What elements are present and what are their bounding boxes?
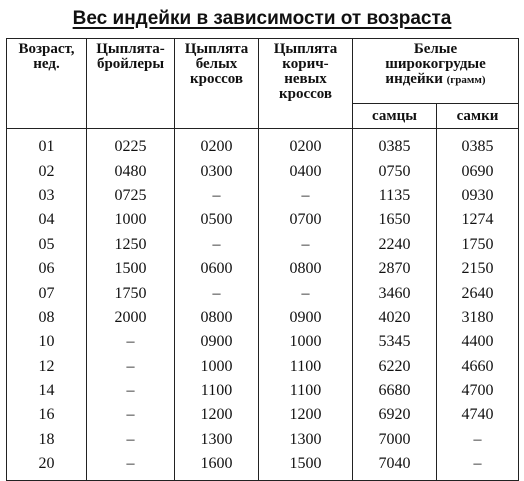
cell-white-crosses: – [175,184,259,208]
table-row [7,355,519,379]
cell-broilers: – [87,330,175,354]
cell-broilers: – [87,379,175,403]
cell-females: 2640 [437,281,519,305]
cell-brown-crosses: 0200 [259,129,353,160]
cell-females: 1274 [437,208,519,232]
cell-white-crosses: 1100 [175,379,259,403]
cell-males: 7000 [353,428,437,452]
cell-females: – [437,452,519,481]
cell-brown-crosses: 1100 [259,355,353,379]
cell-brown-crosses: 1500 [259,452,353,481]
cell-broilers: – [87,452,175,481]
table-body [7,129,519,481]
cell-age: 07 [7,281,87,305]
cell-white-crosses: 1300 [175,428,259,452]
cell-broilers: 0725 [87,184,175,208]
header-age: Возраст, нед. [7,39,87,129]
cell-females: 2150 [437,257,519,281]
cell-age: 20 [7,452,87,481]
table-row [7,403,519,427]
cell-males: 3460 [353,281,437,305]
cell-age: 14 [7,379,87,403]
cell-males: 1135 [353,184,437,208]
cell-broilers: – [87,355,175,379]
header-turkeys: Белые широкогрудые индейки (грамм) [353,39,519,104]
table-row [7,330,519,354]
header-males: самцы [353,104,437,129]
cell-broilers: 0480 [87,159,175,183]
cell-age: 01 [7,129,87,160]
cell-white-crosses: 0500 [175,208,259,232]
cell-males: 1650 [353,208,437,232]
cell-age: 18 [7,428,87,452]
cell-age: 12 [7,355,87,379]
cell-white-crosses: 0200 [175,129,259,160]
cell-white-crosses: 1200 [175,403,259,427]
cell-males: 4020 [353,306,437,330]
cell-broilers: 1750 [87,281,175,305]
cell-white-crosses: 0600 [175,257,259,281]
cell-brown-crosses: 1000 [259,330,353,354]
cell-brown-crosses: 0800 [259,257,353,281]
table-row [7,257,519,281]
table-row [7,129,519,160]
cell-brown-crosses: 1100 [259,379,353,403]
table-row [7,306,519,330]
header-brown-crosses: Цыплята корич- невых кроссов [259,39,353,129]
cell-white-crosses: – [175,281,259,305]
cell-brown-crosses: 1200 [259,403,353,427]
cell-males: 6920 [353,403,437,427]
cell-broilers: 0225 [87,129,175,160]
cell-age: 05 [7,233,87,257]
table-row [7,159,519,183]
cell-white-crosses: 0900 [175,330,259,354]
table-row [7,184,519,208]
cell-brown-crosses: – [259,233,353,257]
cell-females: 4660 [437,355,519,379]
cell-age: 06 [7,257,87,281]
cell-brown-crosses: – [259,184,353,208]
cell-females: 0690 [437,159,519,183]
cell-brown-crosses: 0700 [259,208,353,232]
cell-age: 04 [7,208,87,232]
cell-age: 02 [7,159,87,183]
table-row [7,233,519,257]
page-title: Вес индейки в зависимости от возраста [72,8,452,29]
cell-females: 3180 [437,306,519,330]
cell-males: 7040 [353,452,437,481]
cell-white-crosses: 0800 [175,306,259,330]
cell-females: 4700 [437,379,519,403]
turkey-weight-table [6,38,519,481]
cell-white-crosses: 1000 [175,355,259,379]
cell-age: 03 [7,184,87,208]
table-row [7,208,519,232]
cell-females: 4740 [437,403,519,427]
cell-broilers: – [87,428,175,452]
cell-white-crosses: 0300 [175,159,259,183]
cell-broilers: 1000 [87,208,175,232]
header-females: самки [437,104,519,129]
cell-females: 0385 [437,129,519,160]
cell-age: 10 [7,330,87,354]
cell-males: 6220 [353,355,437,379]
cell-brown-crosses: 0400 [259,159,353,183]
cell-females: 1750 [437,233,519,257]
cell-broilers: 1500 [87,257,175,281]
cell-white-crosses: – [175,233,259,257]
cell-brown-crosses: – [259,281,353,305]
table-row [7,428,519,452]
header-white-crosses: Цыплята белых кроссов [175,39,259,129]
cell-males: 2240 [353,233,437,257]
cell-broilers: – [87,403,175,427]
header-broilers: Цыплята- бройлеры [87,39,175,129]
table-row [7,281,519,305]
cell-females: 0930 [437,184,519,208]
cell-white-crosses: 1600 [175,452,259,481]
table-row [7,452,519,481]
cell-brown-crosses: 0900 [259,306,353,330]
cell-males: 0385 [353,129,437,160]
cell-age: 16 [7,403,87,427]
cell-females: 4400 [437,330,519,354]
table-row [7,379,519,403]
cell-females: – [437,428,519,452]
cell-males: 0750 [353,159,437,183]
cell-broilers: 2000 [87,306,175,330]
cell-brown-crosses: 1300 [259,428,353,452]
cell-males: 5345 [353,330,437,354]
cell-males: 6680 [353,379,437,403]
cell-age: 08 [7,306,87,330]
cell-broilers: 1250 [87,233,175,257]
cell-males: 2870 [353,257,437,281]
